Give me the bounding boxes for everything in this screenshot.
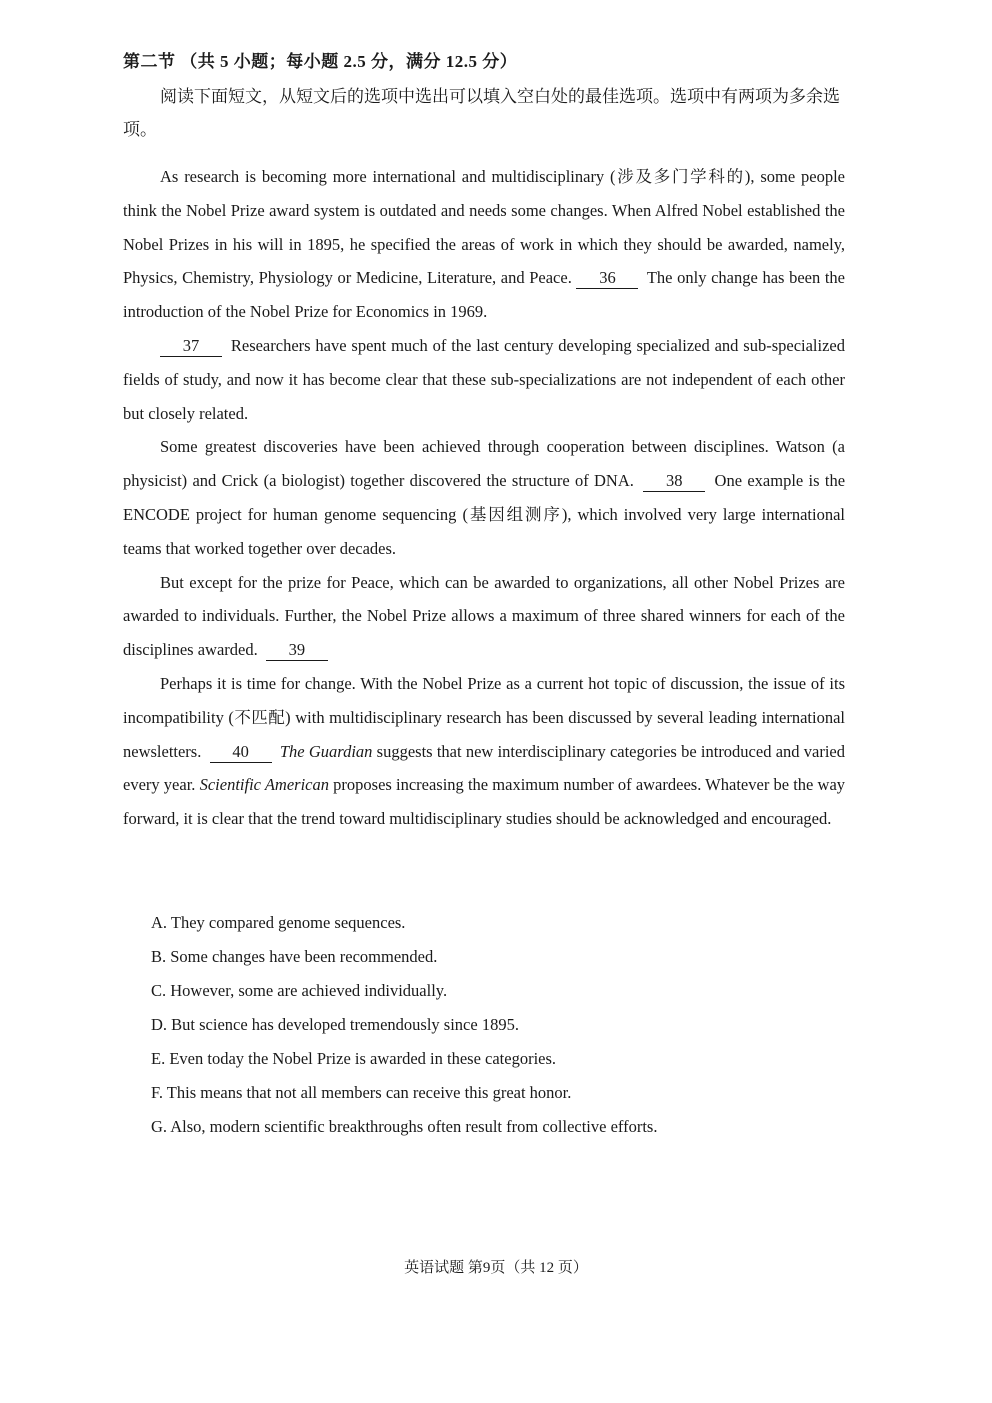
passage-paragraph-2 [123,329,845,430]
paragraph-text: suggests that new interdisciplinary categories be introduced and varied every year. [123,741,846,795]
option-e[interactable]: E. Even today the Nobel Prize is awarded in these categories. [151,1049,557,1068]
page-footer: 英语试题 第9页（共 12 页） [404,1260,588,1276]
passage-paragraph-4 [123,566,845,667]
paragraph-text: As research is becoming more international and multidisciplinary (涉及多门学科的), some people think the Nobel Prize award system is outdated and needs some changes. When Alfred Nobel established the Nobel Prizes in his will in 1895, he specified the areas of work in which they should be awarded, namely, Physics, Chemistry, Physiology or Medicine, Literature, and Peace. [123,167,845,288]
passage-paragraph-5 [123,667,845,836]
blank-38[interactable]: 38 [643,471,705,492]
paragraph-text: One example is the ENCODE project for human genome sequencing (基因组测序), which involved very large international teams that worked together over decades. [123,471,846,558]
blank-39[interactable]: 39 [266,640,328,661]
option-g[interactable]: G. Also, modern scientific breakthroughs often result from collective efforts. [151,1117,658,1136]
blank-37[interactable]: 37 [160,336,222,357]
option-f[interactable]: F. This means that not all members can receive this great honor. [151,1083,572,1102]
paragraph-text: proposes increasing the maximum number of awardees. Whatever be the way forward, it is clear that the trend toward multidisciplinary studies should be acknowledged and encouraged. [123,775,846,829]
paragraph-text: The only change has been the introduction of the Nobel Prize for Economics in 1969. [123,268,846,322]
source-name: Scientific American [199,775,329,795]
reading-passage [123,160,845,836]
answer-options [151,906,851,1144]
paragraph-text: But except for the prize for Peace, which can be awarded to organizations, all other Nobel Prizes are awarded to individuals. Further, the Nobel Prize allows a maximum of three shared winners for each of the disciplines awarded. [123,572,845,660]
source-name: The Guardian [279,741,373,761]
paragraph-text: Some greatest discoveries have been achieved through cooperation between disciplines. Watson (a physicist) and Crick (a biologist) together discovered the structure of DNA. [123,437,845,491]
option-c[interactable]: C. However, some are achieved individually. [151,981,448,1000]
blank-36[interactable]: 36 [576,268,638,289]
blank-40[interactable]: 40 [210,742,272,763]
option-b[interactable]: B. Some changes have been recommended. [151,947,438,966]
option-a[interactable]: A. They compared genome sequences. [151,913,406,932]
paragraph-text: Perhaps it is time for change. With the Nobel Prize as a current hot topic of discussion, the issue of its incompatibility (不匹配) with multidisciplinary research has been discussed by several leading international newsletters. [123,673,845,761]
passage-paragraph-1 [123,160,845,329]
section-title: 第二节 （共 5 小题；每小题 2.5 分，满分 12.5 分） [123,52,518,71]
passage-paragraph-3 [123,430,845,565]
paragraph-text: Researchers have spent much of the last century developing specialized and sub-specialized fields of study, and now it has become clear that these sub-specializations are not independent of each other but closely related. [123,335,845,423]
option-d[interactable]: D. But science has developed tremendously since 1895. [151,1015,519,1034]
section-instructions: 阅读下面短文，从短文后的选项中选出可以填入空白处的最佳选项。选项中有两项为多余选项。 [123,87,840,139]
